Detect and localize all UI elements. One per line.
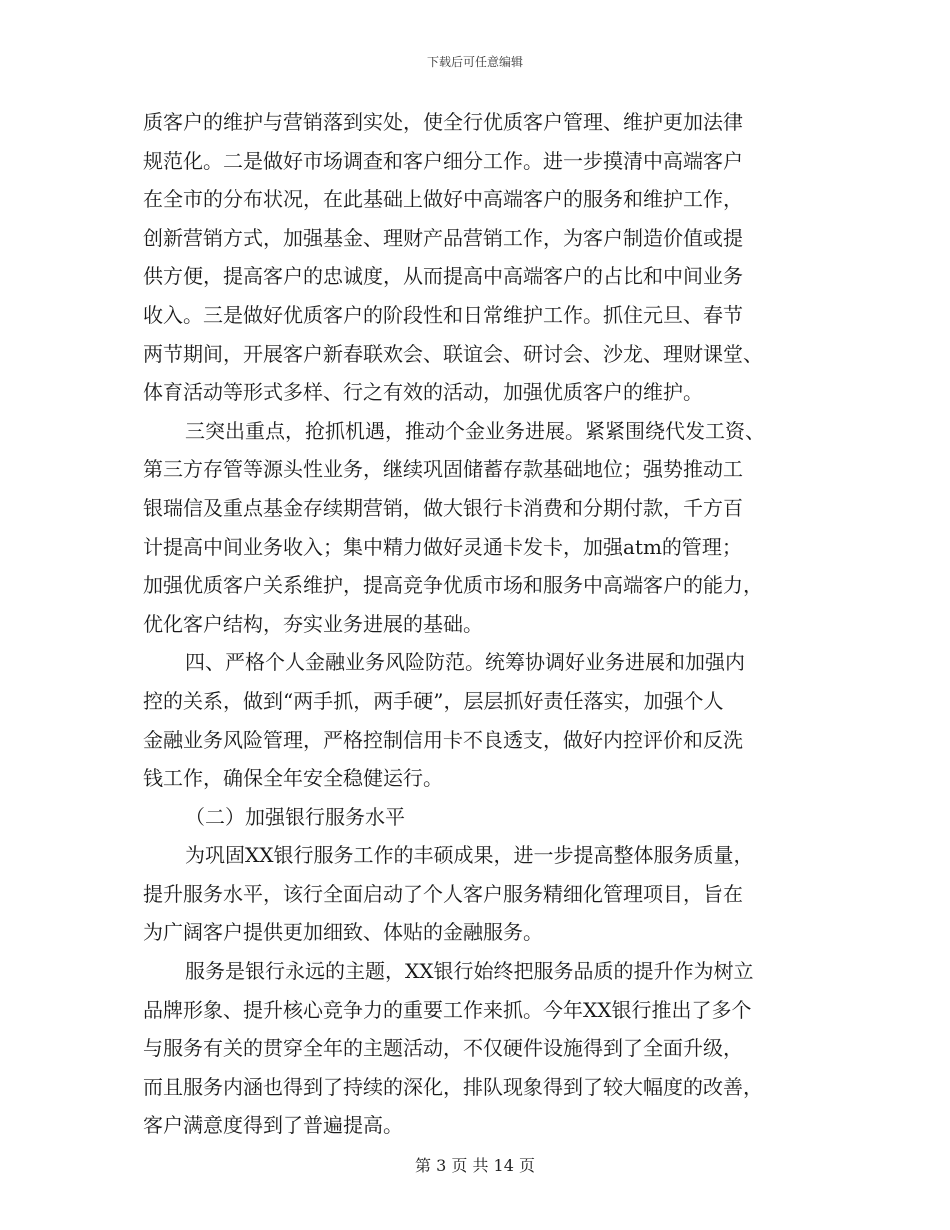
text-line: 创新营销方式，加强基金、理财产品营销工作，为客户制造价值或提 [143,225,743,250]
text-line: 控的关系，做到“两手抓，两手硬”，层层抓好责任落实，加强个人 [143,688,724,713]
text-line: 加强优质客户关系维护，提高竞争优质市场和服务中高端客户的能力， [143,573,763,598]
paragraph-start: 三突出重点，抢抓机遇，推动个金业务进展。紧紧围绕代发工资、 [185,418,765,443]
paragraph-start: 为巩固XX银行服务工作的丰硕成果，进一步提高整体服务质量， [185,843,754,868]
document-body [143,103,823,1145]
text-line: 收入。三是做好优质客户的阶段性和日常维护工作。抓住元旦、春节 [143,302,743,327]
paragraph-start: 四、严格个人金融业务风险防范。统筹协调好业务进展和加强内 [185,650,745,675]
text-line: 质客户的维护与营销落到实处，使全行优质客户管理、维护更加法律 [143,110,743,134]
text-line: 两节期间，开展客户新春联欢会、联谊会、研讨会、沙龙、理财课堂、 [143,341,763,366]
paragraph-start: 服务是银行永远的主题，XX银行始终把服务品质的提升作为树立 [185,959,754,984]
text-line: 第三方存管等源头性业务，继续巩固储蓄存款基础地位；强势推动工 [143,457,743,482]
text-line: 为广阔客户提供更加细致、体贴的金融服务。 [143,920,543,945]
text-line: 与服务有关的贯穿全年的主题活动，不仅硬件设施得到了全面升级， [143,1036,743,1061]
text-line: 优化客户结构，夯实业务进展的基础。 [143,611,483,636]
text-line: 在全市的分布状况，在此基础上做好中高端客户的服务和维护工作， [143,187,743,212]
page-footer: 第 3 页 共 14 页 [415,1156,535,1175]
text-line: 供方便，提高客户的忠诚度，从而提高中高端客户的占比和中间业务 [143,264,743,289]
text-line: 金融业务风险管理，严格控制信用卡不良透支，做好内控评价和反洗 [143,727,743,752]
text-line: 体育活动等形式多样、行之有效的活动，加强优质客户的维护。 [143,380,703,405]
text-line: 品牌形象、提升核心竞争力的重要工作来抓。今年XX银行推出了多个 [143,997,752,1022]
text-line: 计提高中间业务收入；集中精力做好灵通卡发卡，加强atm的管理； [143,534,742,559]
page-header: 下载后可任意编辑 [426,55,523,69]
text-line: 提升服务水平，该行全面启动了个人客户服务精细化管理项目，旨在 [143,881,743,906]
text-line: 钱工作，确保全年安全稳健运行。 [143,766,443,791]
text-line: 规范化。二是做好市场调查和客户细分工作。进一步摸清中高端客户 [143,148,743,173]
text-line: 银瑞信及重点基金存续期营销，做大银行卡消费和分期付款，千方百 [143,495,743,520]
text-line: 而且服务内涵也得到了持续的深化，排队现象得到了较大幅度的改善， [143,1074,763,1099]
section-heading: （二）加强银行服务水平 [185,804,405,829]
text-line: 客户满意度得到了普遍提高。 [143,1113,403,1138]
